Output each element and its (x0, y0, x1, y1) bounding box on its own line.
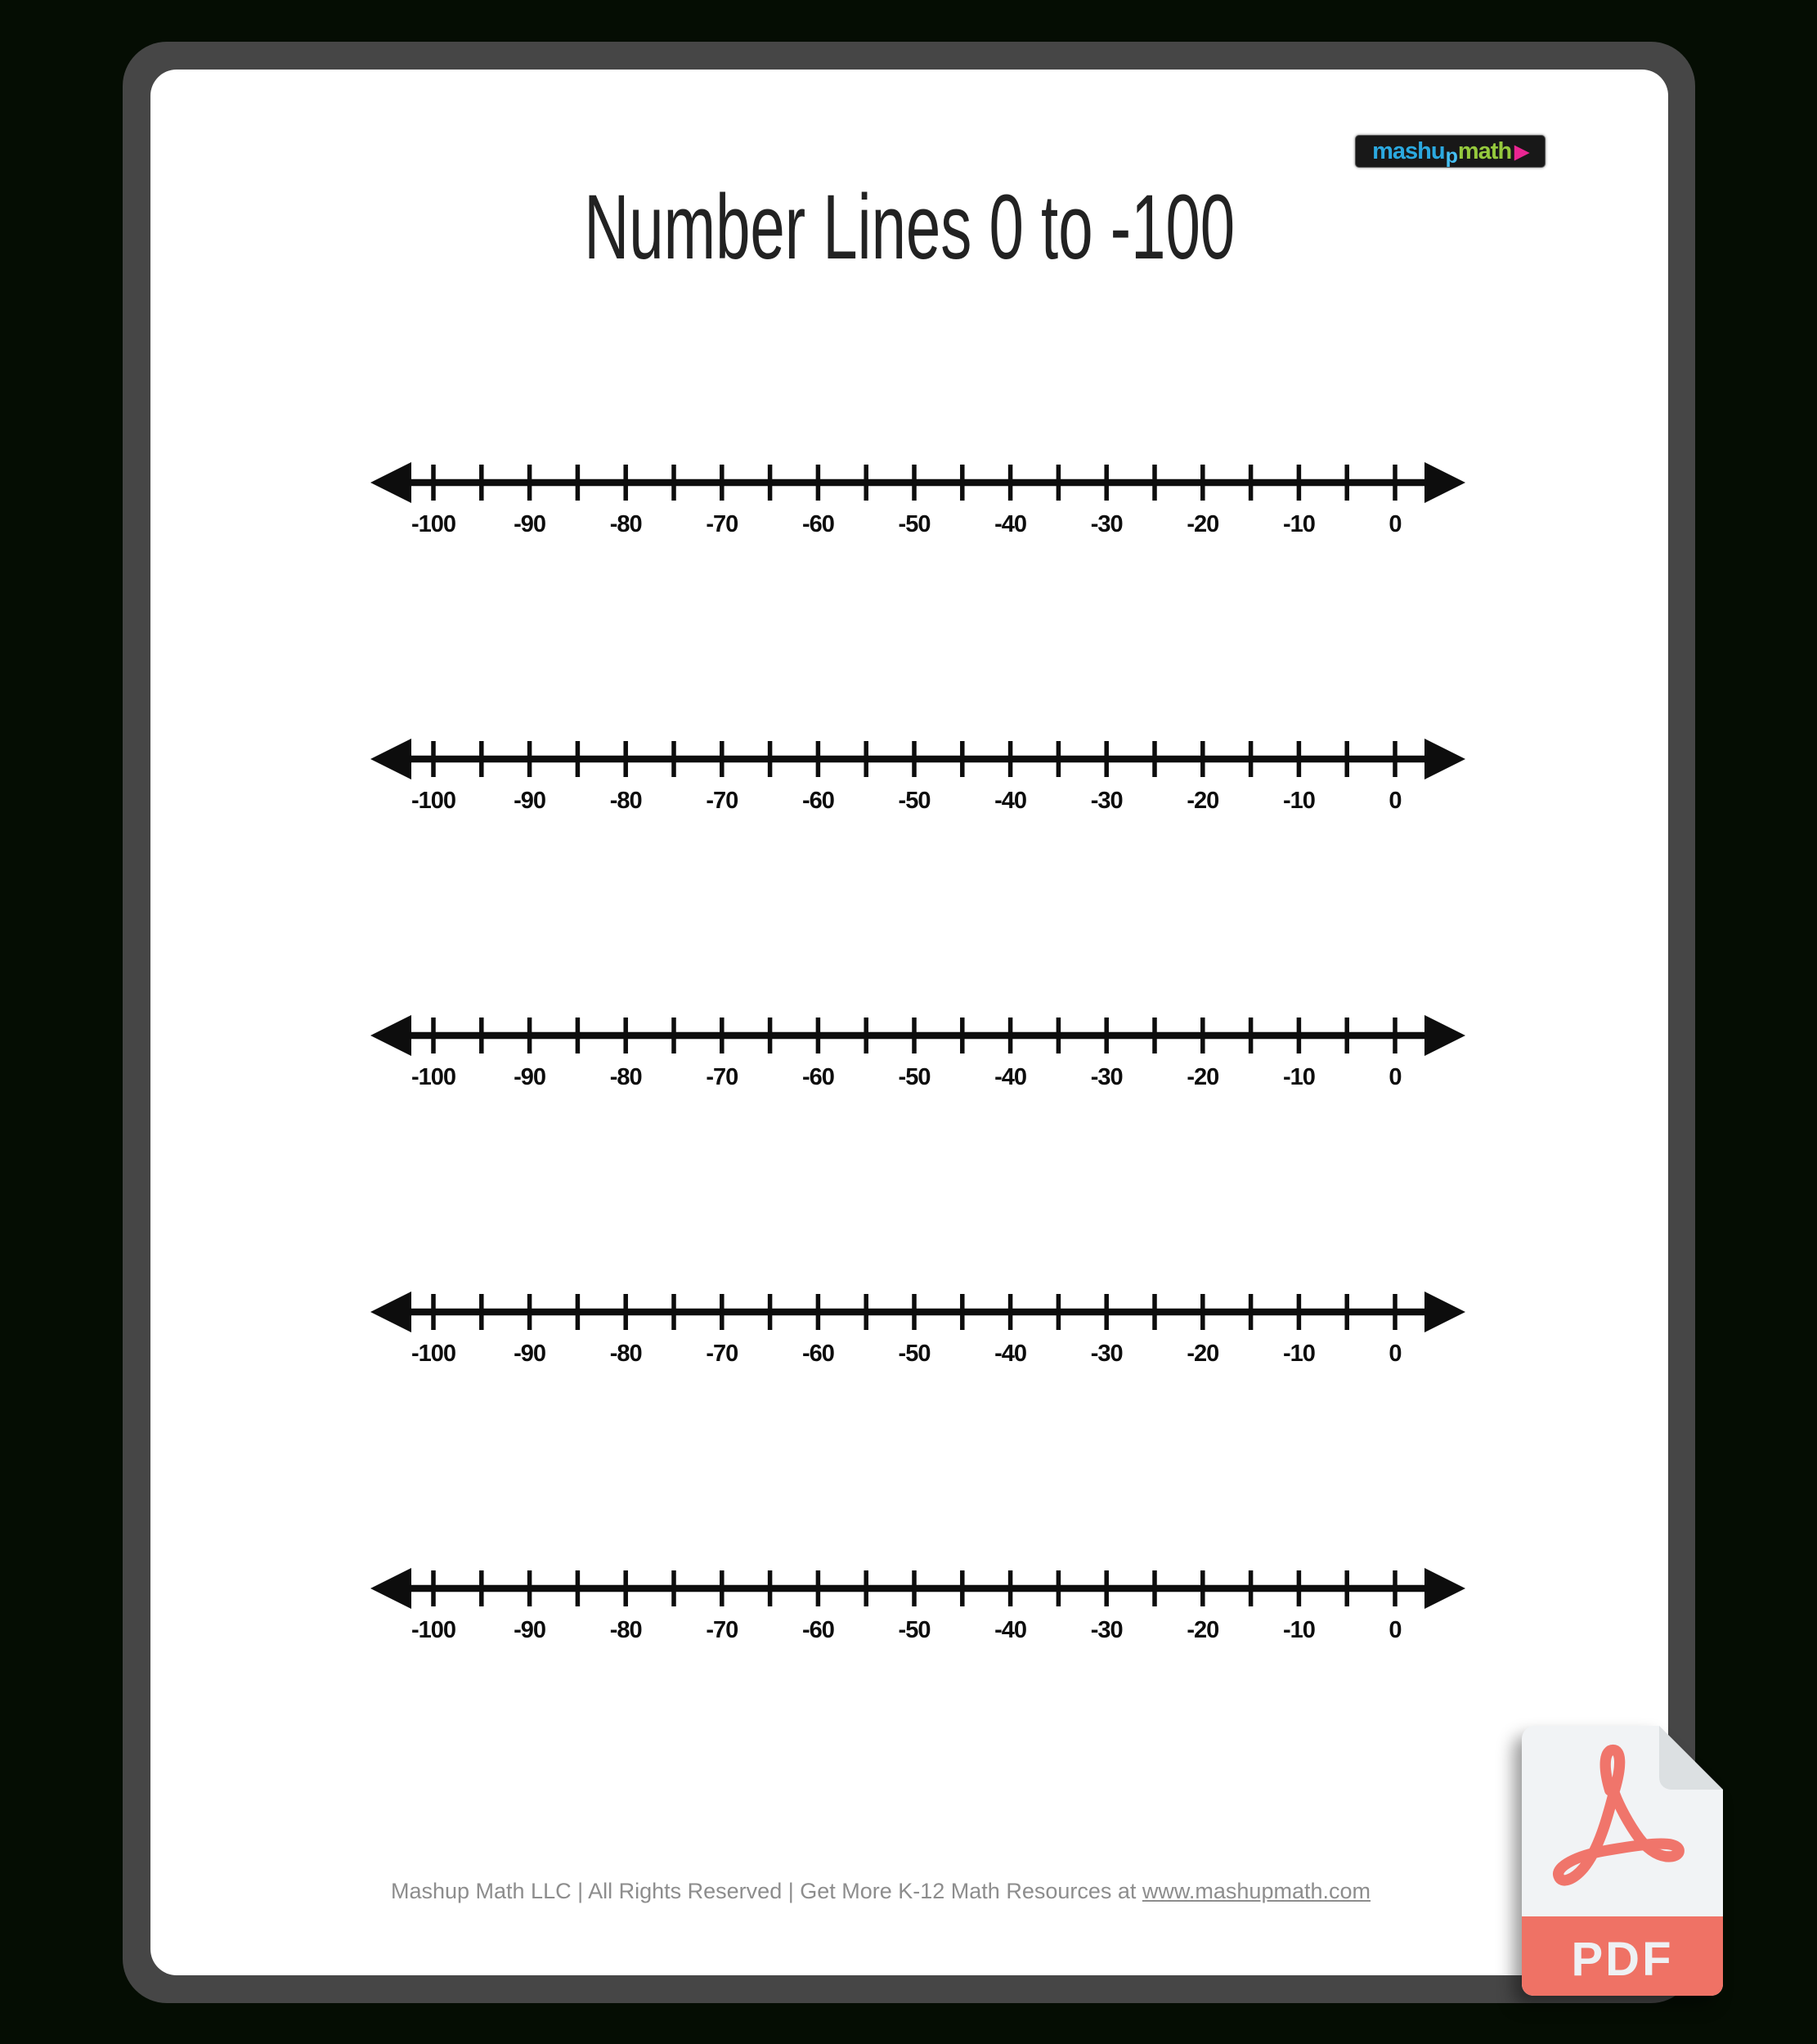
tick-label: -100 (411, 511, 456, 537)
tick-label: -90 (514, 1341, 546, 1367)
pdf-label: PDF (1571, 1933, 1674, 1986)
number-line-4 (366, 1287, 1470, 1377)
tick-label: -20 (1187, 1341, 1219, 1367)
number-line-3 (366, 1011, 1470, 1101)
tick-label: -50 (898, 1341, 931, 1367)
tick-label: -50 (898, 1064, 931, 1090)
footer-text: Mashup Math LLC | All Rights Reserved | Get More K-12 Math Resources at (390, 1879, 1142, 1903)
arrow-left-icon (370, 462, 411, 503)
arrow-right-icon (1424, 1292, 1465, 1332)
tick-label: 0 (1389, 1064, 1402, 1090)
tick-label: -90 (514, 788, 546, 814)
tick-label: 0 (1389, 511, 1402, 537)
tick-label: -80 (609, 1617, 642, 1643)
number-line-graphic (366, 1287, 1470, 1377)
tick-label: -80 (609, 1064, 642, 1090)
play-triangle-icon: ▶ (1514, 140, 1528, 162)
logo-text-mashu: mashu (1372, 137, 1445, 164)
number-line-5 (366, 1564, 1470, 1654)
tick-label: -60 (801, 511, 834, 537)
page-title-text: Number Lines 0 to -100 (584, 176, 1235, 278)
tick-label: -70 (706, 1064, 738, 1090)
tick-label: -30 (1090, 1064, 1123, 1090)
number-line-graphic (366, 1011, 1470, 1101)
pdf-download-badge[interactable] (1522, 1726, 1723, 1996)
tick-label: -10 (1282, 1617, 1315, 1643)
tick-label: -10 (1282, 1341, 1315, 1367)
arrow-left-icon (370, 1568, 411, 1609)
logo-text-math: math (1457, 137, 1512, 164)
number-line-1 (366, 458, 1470, 548)
tick-label: -20 (1187, 511, 1219, 537)
tick-label: -70 (706, 511, 738, 537)
tick-label: -30 (1090, 1617, 1123, 1643)
tick-label: -30 (1090, 1341, 1123, 1367)
tick-label: -40 (994, 1341, 1027, 1367)
tick-label: -80 (609, 511, 642, 537)
arrow-left-icon (370, 739, 411, 779)
tick-label: -90 (514, 1064, 546, 1090)
tick-label: -80 (609, 1341, 642, 1367)
page-title (150, 174, 1668, 280)
tick-label: -20 (1187, 1064, 1219, 1090)
tick-label: -20 (1187, 1617, 1219, 1643)
tick-label: -90 (514, 1617, 546, 1643)
tick-label: -30 (1090, 511, 1123, 537)
tick-label: -60 (801, 788, 834, 814)
tick-label: -60 (801, 1341, 834, 1367)
tick-label: -50 (898, 1617, 931, 1643)
number-line-graphic (366, 734, 1470, 824)
tick-label: -100 (411, 1617, 456, 1643)
tick-label: -20 (1187, 788, 1219, 814)
arrow-right-icon (1424, 739, 1465, 779)
tick-label: 0 (1389, 1617, 1402, 1643)
tick-label: -40 (994, 511, 1027, 537)
tick-label: -50 (898, 511, 931, 537)
tick-label: -60 (801, 1064, 834, 1090)
footer-link[interactable]: www.mashupmath.com (1142, 1879, 1371, 1903)
tick-label: -30 (1090, 788, 1123, 814)
arrow-left-icon (370, 1292, 411, 1332)
pdf-fold-corner (1659, 1726, 1723, 1790)
number-line-graphic (366, 458, 1470, 548)
arrow-right-icon (1424, 462, 1465, 503)
tick-label: -50 (898, 788, 931, 814)
logo-text-p: p (1445, 144, 1457, 168)
tick-label: -100 (411, 788, 456, 814)
tick-label: -80 (609, 788, 642, 814)
tick-label: -100 (411, 1064, 456, 1090)
worksheet-page (150, 70, 1674, 1986)
tick-label: -10 (1282, 1064, 1315, 1090)
tick-label: -40 (994, 1064, 1027, 1090)
tick-label: -70 (706, 1617, 738, 1643)
tick-label: 0 (1389, 788, 1402, 814)
tick-label: -10 (1282, 511, 1315, 537)
tick-label: -40 (994, 788, 1027, 814)
number-lines (366, 458, 1470, 1840)
tick-label: -100 (411, 1341, 456, 1367)
tick-label: -10 (1282, 788, 1315, 814)
number-line-graphic (366, 1564, 1470, 1654)
arrow-right-icon (1424, 1568, 1465, 1609)
tick-label: -90 (514, 511, 546, 537)
tick-label: -60 (801, 1617, 834, 1643)
mashupmath-logo (1355, 135, 1546, 168)
arrow-left-icon (370, 1015, 411, 1056)
footer (150, 1879, 1668, 1904)
tick-label: 0 (1389, 1341, 1402, 1367)
arrow-right-icon (1424, 1015, 1465, 1056)
tick-label: -70 (706, 788, 738, 814)
tick-label: -40 (994, 1617, 1027, 1643)
number-line-2 (366, 734, 1470, 824)
tick-label: -70 (706, 1341, 738, 1367)
